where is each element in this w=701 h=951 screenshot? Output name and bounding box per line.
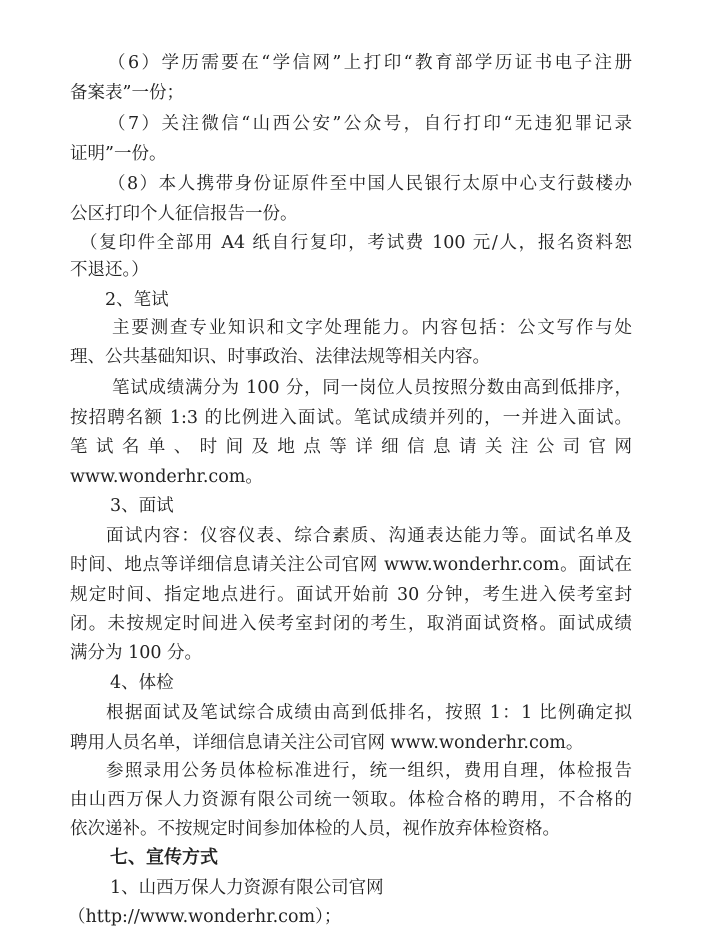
text-line: 时间、地点等详细信息请关注公司官网 www.wonderhr.com。面试在	[70, 555, 632, 575]
section-heading: 3、面试	[110, 496, 174, 516]
text-line: （复印件全部用 A4 纸自行复印，考试费 100 元/人，报名资料恕	[80, 233, 632, 253]
text-line: 笔试成绩满分为 100 分，同一岗位人员按照分数由高到低排序，	[112, 378, 632, 398]
text-line: 证明”一份。	[70, 144, 167, 164]
text-line: 参照录用公务员体检标准进行，统一组织，费用自理，体检报告	[106, 761, 632, 781]
text-line: 面试内容：仪容仪表、综合素质、沟通表达能力等。面试名单及	[106, 526, 632, 546]
chapter-heading: 七、宣传方式	[110, 847, 218, 868]
text-line: 1、山西万保人力资源有限公司官网	[110, 878, 384, 898]
section-heading: 4、体检	[110, 673, 174, 693]
text-line: 由山西万保人力资源有限公司统一领取。体检合格的聘用，不合格的	[70, 790, 632, 810]
text-line: 满分为 100 分。	[70, 643, 203, 663]
text-line: 依次递补。不按规定时间参加体检的人员，视作放弃体检资格。	[70, 819, 560, 839]
link-text: www.wonderhr.com。	[70, 467, 263, 487]
text-line: （6）学历需要在“学信网”上打印“教育部学历证书电子注册	[108, 53, 632, 73]
text-line: 理、公共基础知识、时事政治、法律法规等相关内容。	[70, 347, 490, 367]
link-text: （http://www.wonderhr.com）；	[68, 907, 342, 927]
text-line: 不退还。）	[70, 260, 149, 280]
text-line: 笔 试 名 单 、 时 间 及 地 点 等 详 细 信 息 请 关 注 公 司 官 网	[70, 437, 632, 457]
text-line: 主要测查专业知识和文字处理能力。内容包括：公文写作与处	[112, 318, 632, 338]
text-line: 聘用人员名单，详细信息请关注公司官网 www.wonderhr.com。	[70, 733, 584, 753]
text-line: 按招聘名额 1:3 的比例进入面试。笔试成绩并列的，一并进入面试。	[70, 408, 632, 428]
text-line: （7）关注微信“山西公安”公众号，自行打印“无违犯罪记录	[108, 114, 632, 134]
text-line: 公区打印个人征信报告一份。	[70, 204, 298, 224]
section-heading: 2、笔试	[105, 290, 169, 310]
text-line: 规定时间、指定地点进行。面试开始前 30 分钟，考生进入侯考室封	[70, 585, 632, 605]
text-line: （8）本人携带身份证原件至中国人民银行太原中心支行鼓楼办	[108, 174, 632, 194]
text-line: 闭。未按规定时间进入侯考室封闭的考生，取消面试资格。面试成绩	[70, 614, 632, 634]
text-line: 备案表”一份；	[70, 83, 184, 103]
text-line: 根据面试及笔试综合成绩由高到低排名，按照 1：1 比例确定拟	[106, 703, 632, 723]
